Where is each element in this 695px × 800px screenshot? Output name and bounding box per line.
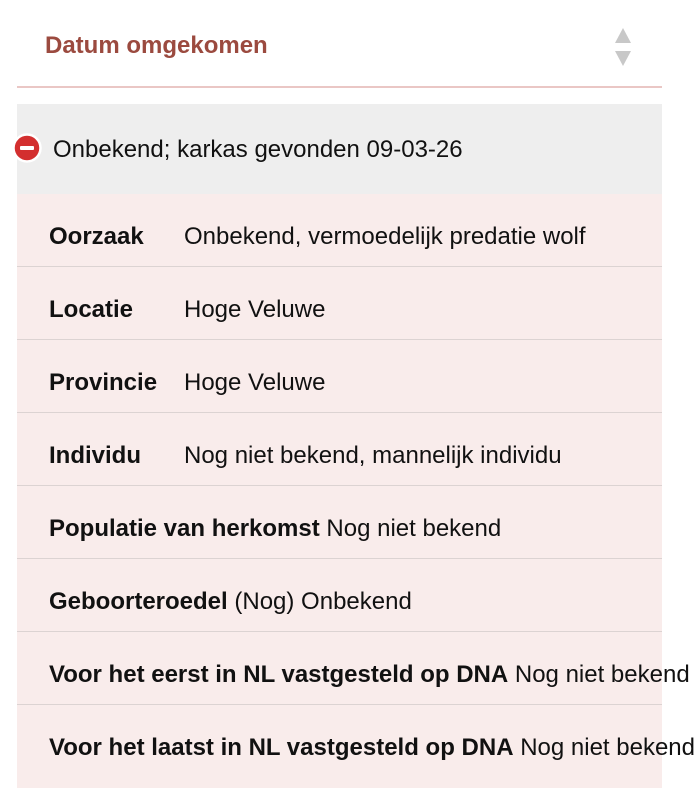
detail-row-populatie [17, 486, 662, 559]
detail-value: (Nog) Onbekend [234, 588, 412, 615]
detail-row-oorzaak [17, 194, 662, 267]
sort-up-down-icon[interactable] [614, 27, 632, 67]
record-summary-text: Onbekend; karkas gevonden 09-03-26 [53, 136, 463, 163]
detail-row-provincie [17, 340, 662, 413]
detail-label: Provincie [49, 369, 158, 396]
detail-label: Oorzaak [49, 223, 144, 250]
detail-label: Voor het eerst in NL vastgesteld op DNA [49, 661, 509, 688]
detail-value: Hoge Veluwe [184, 369, 326, 396]
detail-value: Nog niet bekend [514, 661, 690, 688]
detail-value: Nog niet bekend, mannelijk individu [184, 442, 562, 469]
detail-label: Geboorteroedel [49, 588, 228, 615]
detail-line [49, 659, 690, 691]
record-details-panel [17, 194, 695, 788]
record-summary-row[interactable] [17, 104, 662, 194]
detail-label: Populatie van herkomst [49, 515, 320, 542]
detail-row-laatst-vastgesteld [17, 705, 695, 778]
detail-value: Nog niet bekend [326, 515, 502, 542]
detail-line [49, 513, 501, 545]
column-header-datum-omgekomen[interactable] [17, 0, 662, 88]
detail-value: Nog niet bekend [520, 734, 695, 761]
detail-line [49, 586, 412, 618]
detail-row-eerst-vastgesteld [17, 632, 690, 705]
column-header-label: Datum omgekomen [45, 32, 268, 59]
detail-label: Voor het laatst in NL vastgesteld op DNA [49, 734, 514, 761]
detail-row-locatie [17, 267, 662, 340]
detail-row-individu [17, 413, 662, 486]
detail-value: Hoge Veluwe [184, 296, 326, 323]
detail-row-geboorteroedel [17, 559, 662, 632]
detail-value: Onbekend, vermoedelijk predatie wolf [184, 223, 586, 250]
minus-circle-icon[interactable] [12, 133, 42, 163]
detail-label: Locatie [49, 296, 134, 323]
detail-line [49, 732, 695, 764]
detail-label: Individu [49, 442, 141, 469]
